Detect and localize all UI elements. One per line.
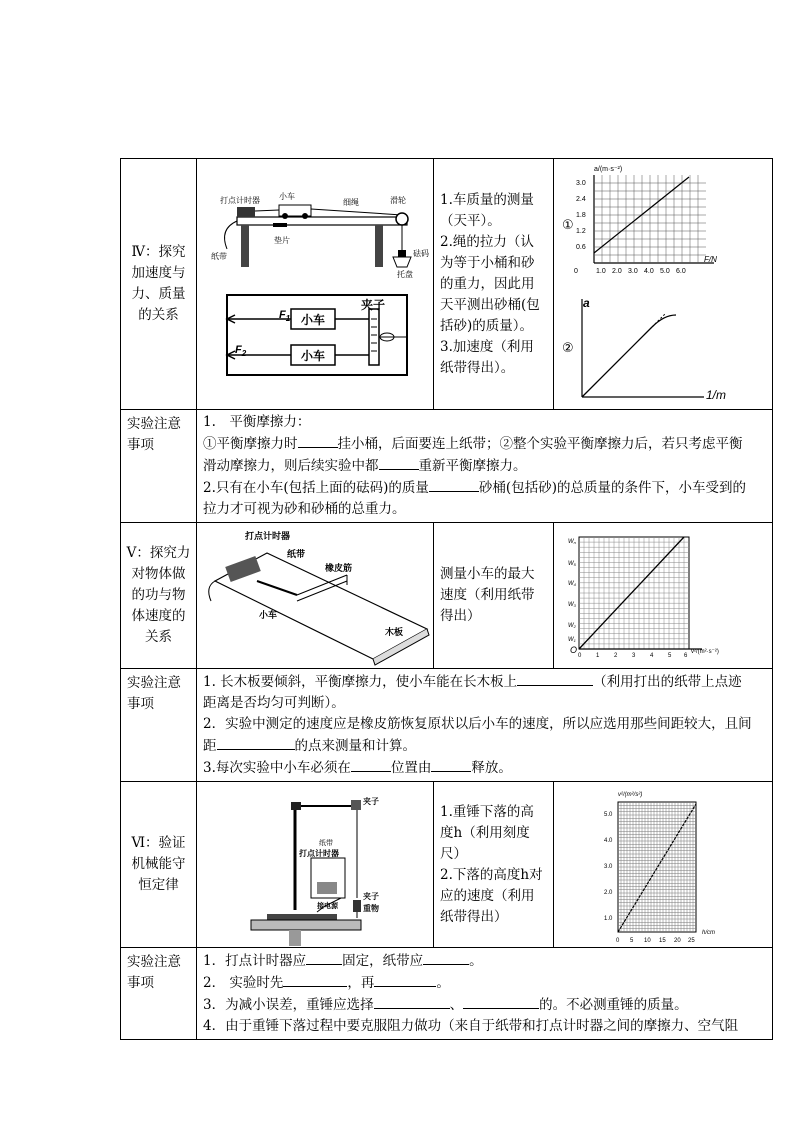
x-tick: 0 (578, 653, 582, 659)
label-clip: 夹子 (363, 892, 379, 901)
note-label: 实验注意事项 (121, 948, 197, 1040)
label-cart2: 小车 (301, 349, 326, 363)
note-body (197, 669, 773, 782)
label-tape: 纸带 (319, 840, 333, 847)
y-tick: 0.6 (576, 244, 586, 251)
answer-blank[interactable] (431, 757, 471, 772)
row-vi-notes (121, 948, 773, 1040)
x-tick: 6 (684, 653, 688, 659)
row-vi (121, 782, 773, 948)
graph2-xlabel: 1/m (706, 388, 727, 402)
row-iv-notes (121, 410, 773, 523)
answer-blank[interactable] (429, 477, 479, 492)
note-body (197, 948, 773, 1040)
note-line: 拉力才可视为砂和砂桶的总重力。 (203, 501, 406, 517)
graph1-a-vs-f (594, 175, 714, 263)
y-tick: Wn (568, 539, 576, 545)
y-tick: 2.4 (576, 196, 586, 203)
x-tick: 4.0 (644, 268, 654, 275)
answer-blank[interactable] (217, 735, 295, 750)
note-label: 实验注意事项 (121, 410, 197, 523)
row-v-title: Ⅴ：探究力对物体做的功与物体速度的关系 (121, 523, 197, 669)
y-tick: 1.2 (576, 228, 586, 235)
x-tick: 25 (688, 938, 695, 944)
x-axis-label: v²/(m²·s⁻²) (691, 649, 719, 655)
row-vi-method (434, 782, 554, 948)
row-iv-title: Ⅳ：探究加速度与力、质量的关系 (121, 159, 197, 410)
answer-blank[interactable] (463, 994, 539, 1009)
answer-blank[interactable] (379, 455, 419, 470)
x-tick: 5 (668, 653, 672, 659)
x-tick: 1.0 (596, 268, 606, 275)
graph-ylabel: v²/(m²/s²) (618, 792, 643, 798)
y-tick: 1.8 (576, 212, 586, 219)
y-tick: 3.0 (576, 180, 586, 187)
note-line: 3.每次实验中小车必须在 位置由 释放。 (203, 757, 766, 779)
answer-blank[interactable] (517, 671, 593, 686)
note-line: 4．由于重锤下落过程中要克服阻力做功（来自于纸带和打点计时器之间的摩擦力、空气阻 (203, 1018, 739, 1034)
y-tick: W4 (568, 581, 576, 587)
label-f2: $F_2$ (235, 344, 247, 358)
origin-label: O (570, 645, 578, 655)
y-tick: W1 (568, 637, 576, 643)
cart-apparatus-diagram (197, 159, 434, 409)
graph2-marker: ② (562, 340, 574, 355)
x-tick: 15 (659, 938, 666, 944)
row-v (121, 523, 773, 669)
label-timer: 打点计时器 (299, 849, 339, 858)
row-vi-graph (554, 782, 773, 948)
label-string: 细绳 (343, 198, 359, 207)
x-tick: 2.0 (612, 268, 622, 275)
x-tick: 2 (614, 653, 618, 659)
label-tray: 托盘 (397, 270, 413, 279)
y-tick: 5.0 (604, 812, 613, 818)
graph1-marker: ① (562, 217, 574, 232)
answer-blank[interactable] (423, 950, 469, 965)
label-cart: 小车 (259, 610, 278, 620)
v2-vs-h-graph (554, 782, 773, 947)
row-iv (121, 159, 773, 410)
label-f1: $F_1$ (279, 309, 291, 323)
method-line: 测量小车的最大速度（利用纸带得出） (440, 566, 535, 624)
row-iv-method (434, 159, 554, 410)
label-weight: 砝码 (413, 249, 429, 258)
row-vi-figure-cell (197, 782, 434, 948)
note-line: ①平衡摩擦力时 挂小桶，后面要连上纸带；②整个实验平衡摩擦力后，若只考虑平衡 (203, 433, 766, 455)
work-vs-v2-graph (554, 523, 773, 668)
row-iv-figure-cell (197, 159, 434, 410)
note-line: 2． 实验时先 ，再 。 (203, 972, 766, 994)
row-vi-title: Ⅵ：验证机械能守恒定律 (121, 782, 197, 948)
label-tape: 纸带 (211, 252, 227, 261)
method-line: 3.加速度（利用纸带得出）。 (440, 338, 534, 376)
answer-blank[interactable] (306, 950, 342, 965)
label-cart: 小车 (279, 192, 295, 201)
label-weight: 重物 (363, 904, 379, 913)
graph1-ylabel: a/(m·s⁻²) (594, 166, 623, 173)
y-tick: W2 (568, 623, 576, 629)
label-board: 木板 (385, 627, 404, 637)
graph1-xlabel: F/N (704, 255, 717, 264)
y-tick: W3 (568, 602, 576, 608)
note-line: 1. 平衡摩擦力： (203, 414, 311, 430)
note-line: 距离是否均匀可判断）。 (203, 695, 345, 711)
note-label: 实验注意事项 (121, 669, 197, 782)
method-line: 1.车质量的测量（天平）。 (440, 191, 534, 229)
note-body (197, 410, 773, 523)
graph-xlabel: h/cm (702, 930, 716, 936)
note-line: 滑动摩擦力，则后续实验中都 重新平衡摩擦力。 (203, 455, 766, 477)
graph2-a-vs-inv-m (582, 299, 704, 397)
y-tick: 3.0 (604, 864, 613, 870)
label-pad: 垫片 (274, 236, 290, 245)
x-tick: 3.0 (628, 268, 638, 275)
answer-blank[interactable] (351, 757, 391, 772)
label-power: 接电源 (317, 903, 338, 910)
note-line: 1．打点计时器应 固定，纸带应 。 (203, 950, 766, 972)
x-tick: 6.0 (676, 268, 686, 275)
x-tick: 3 (632, 653, 636, 659)
x-tick: 0 (574, 268, 578, 275)
row-v-method (434, 523, 554, 669)
note-line: 3．为减小误差，重锤应选择 、 的。不必测重锤的质量。 (203, 994, 766, 1016)
label-tape: 纸带 (287, 549, 306, 559)
answer-blank[interactable] (374, 994, 450, 1009)
answer-blank[interactable] (374, 972, 436, 987)
acceleration-graphs (554, 159, 773, 409)
answer-blank[interactable] (298, 433, 338, 448)
row-iv-graphs (554, 159, 773, 410)
answer-blank[interactable] (283, 972, 347, 987)
x-tick: 0 (616, 938, 620, 944)
y-tick: 4.0 (604, 838, 613, 844)
x-tick: 10 (644, 938, 651, 944)
label-pulley: 滑轮 (390, 196, 406, 205)
note-line: 2．实验中测定的速度应是橡皮筋恢复原状以后小车的速度，所以应选用那些间距较大，且间 (203, 716, 752, 732)
label-clip: 夹子 (361, 298, 386, 312)
y-tick: 1.0 (604, 916, 613, 922)
method-line: 2.绳的拉力（认为等于小桶和砂的重力，因此用天平测出砂桶(包括砂)的质量）。 (440, 233, 540, 334)
x-tick: 4 (650, 653, 654, 659)
row-v-notes (121, 669, 773, 782)
label-timer: 打点计时器 (220, 196, 260, 205)
x-tick: 1 (596, 653, 600, 659)
x-tick: 5 (630, 938, 634, 944)
y-tick: 2.0 (604, 890, 613, 896)
note-line: 1. 长木板要倾斜，平衡摩擦力，使小车能在长木板上 （利用打出的纸带上点迹 (203, 671, 766, 693)
row-v-figure-cell (197, 523, 434, 669)
method-line: 2.下落的高度h对应的速度（利用纸带得出） (440, 866, 543, 925)
track-apparatus (225, 205, 411, 267)
note-line: 距 的点来测量和计算。 (203, 735, 766, 757)
graph2-ylabel: a (583, 296, 590, 310)
x-tick: 5.0 (660, 268, 670, 275)
note-line: 2.只有在小车(包括上面的砝码)的质量 砂桶(包括砂)的总质量的条件下，小车受到的 (203, 477, 766, 499)
label-timer: 打点计时器 (245, 531, 291, 541)
method-line: 1.重锤下落的高度h（利用刻度尺） (440, 803, 534, 862)
y-tick: W5 (568, 561, 576, 567)
x-tick: 20 (674, 938, 681, 944)
label-cart1: 小车 (301, 313, 326, 327)
experiment-table (120, 158, 773, 1040)
row-v-graph (554, 523, 773, 669)
label-clip-top: 夹子 (363, 797, 379, 806)
label-band: 橡皮筋 (325, 563, 353, 573)
